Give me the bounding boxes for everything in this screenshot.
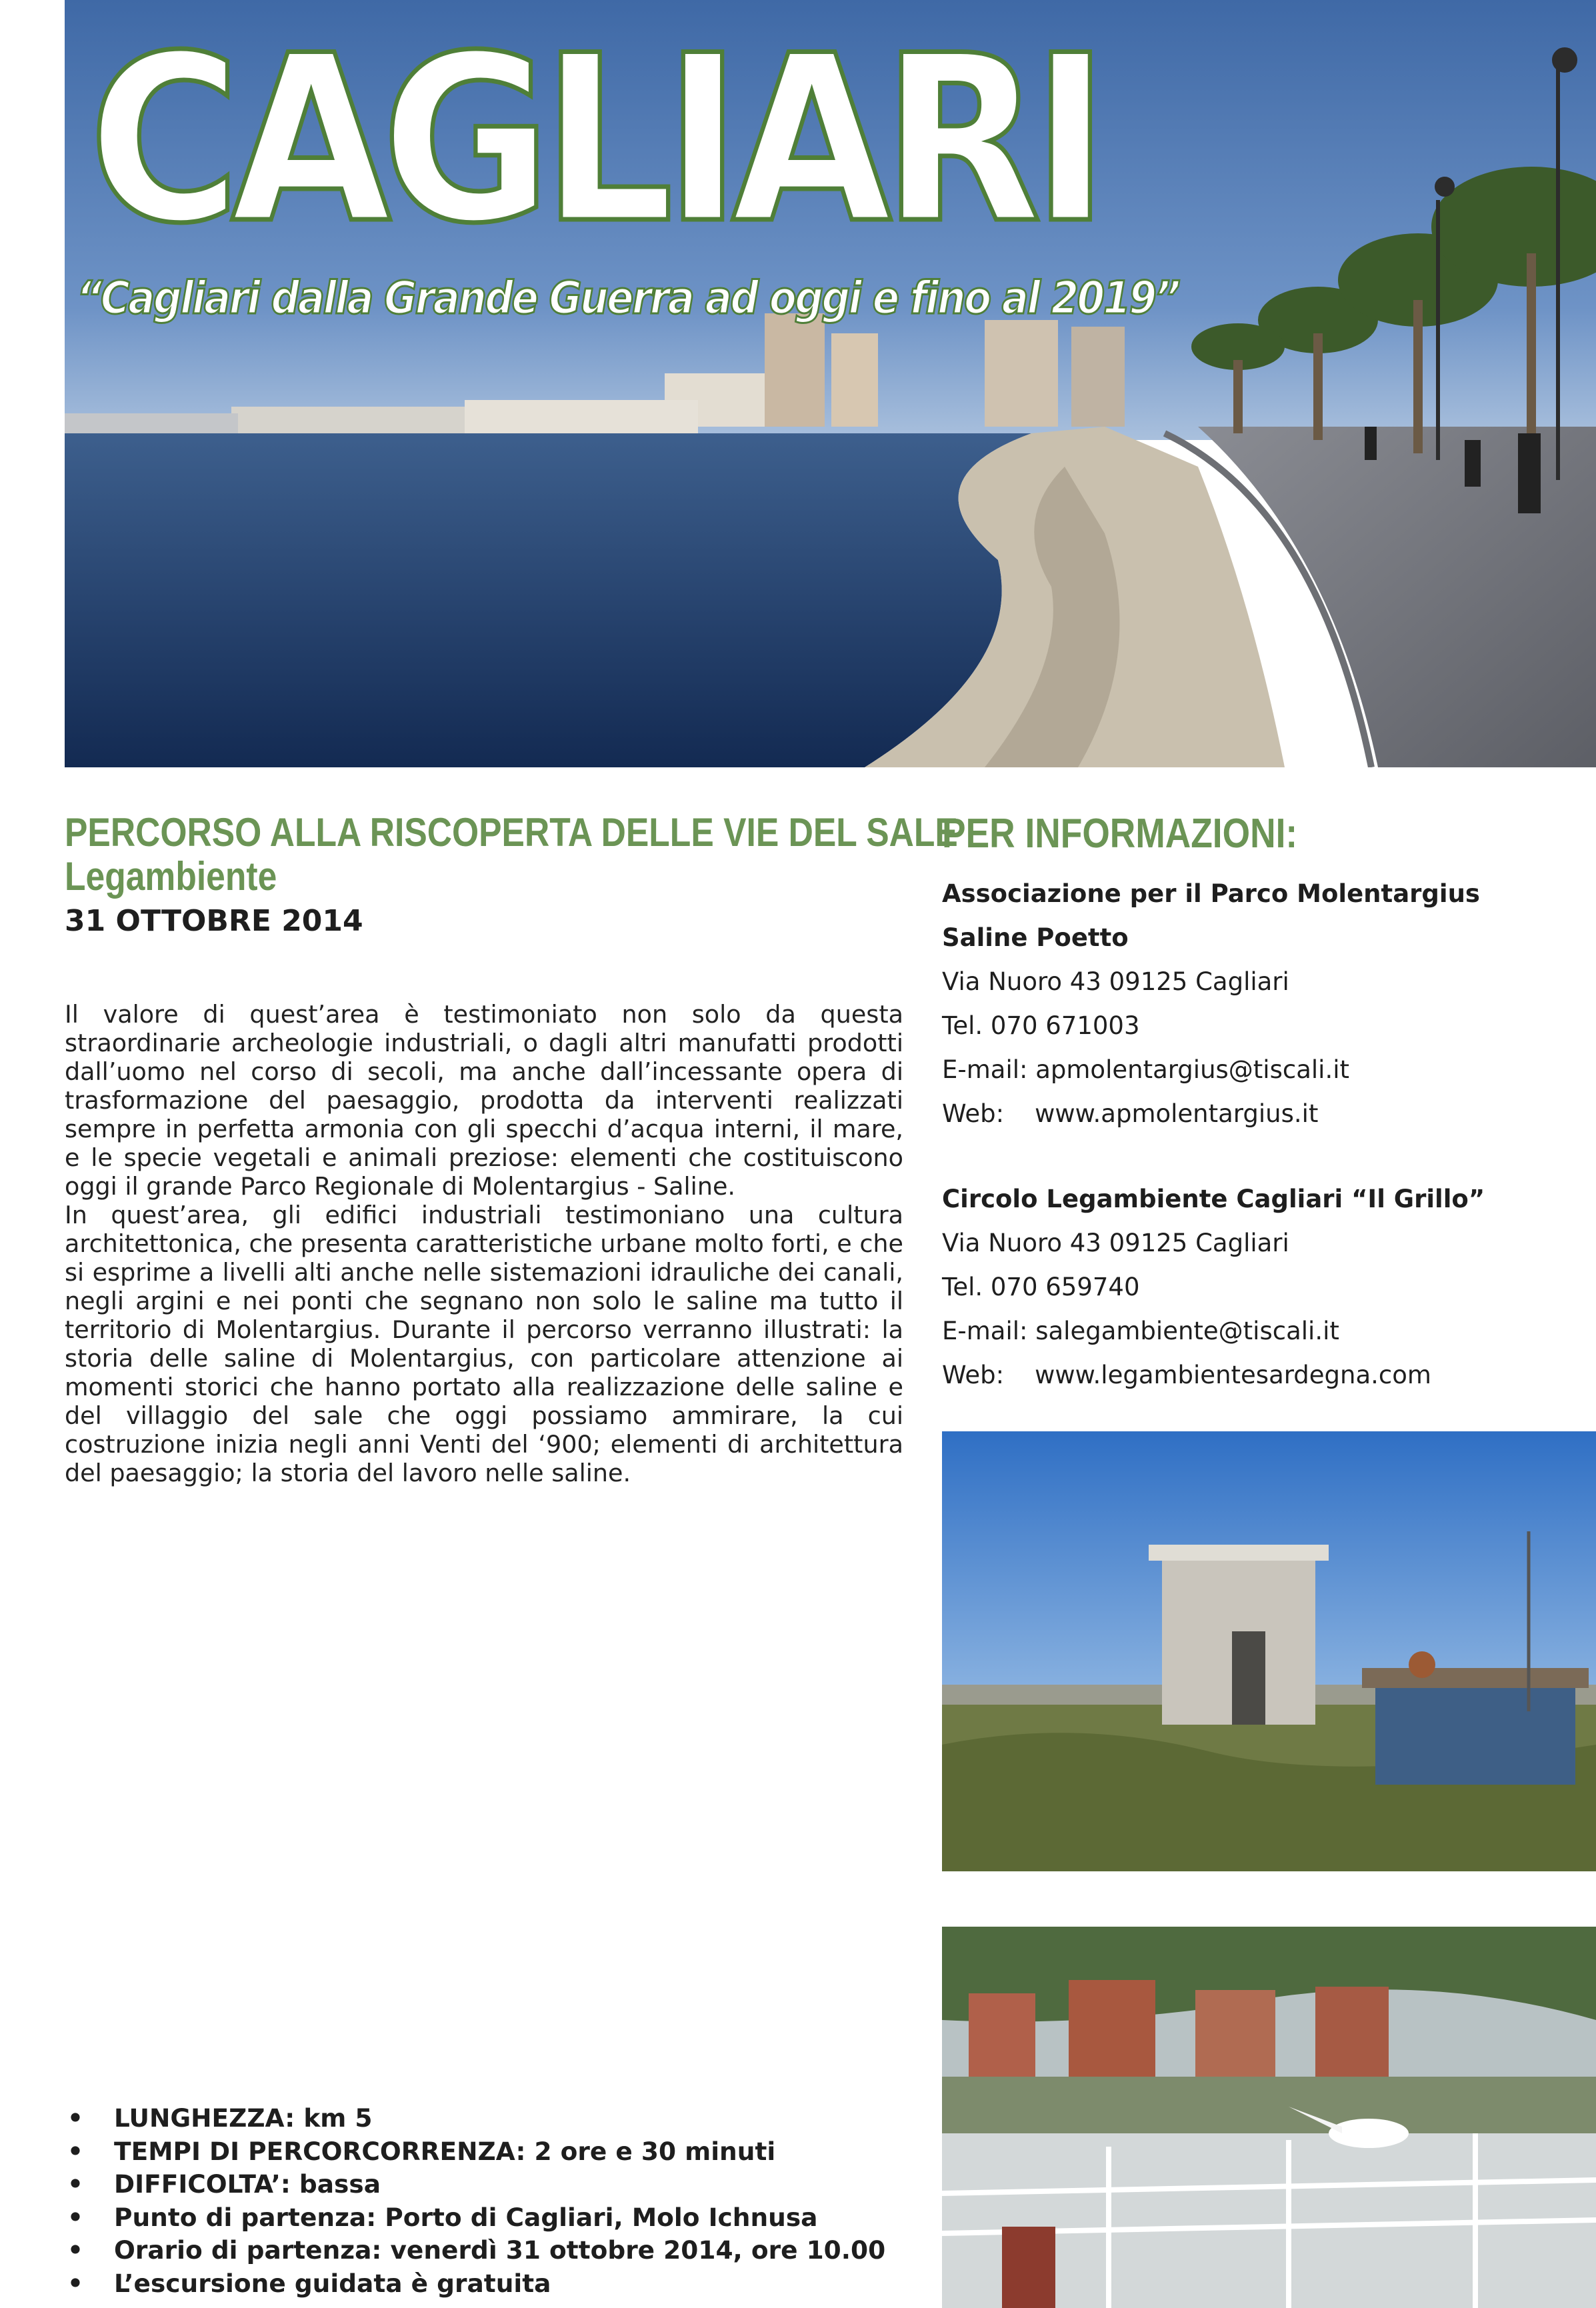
org2-name: Circolo Legambiente Cagliari “Il Grillo” [942,1185,1485,1213]
description-paragraph-2: In quest’area, gli edifici industriali testimoniano una cultura architettonica, che presenta caratteristiche urbane molto forti, e che si esprime a livelli alti anche nelle sistemazioni idrauliche dei canali, negli argini e nei ponti che segnano non solo le saline ma tutto il territorio di Molentargius. Durante il percorso verranno illustrati: la storia delle saline di Molentargius, con particolare attenzione ai momenti storici che hanno portato alla realizzazione delle saline e del villaggio del sale che oggi possiamo ammirare, la cui costruzione inizia negli anni Venti del ‘900; elementi di architettura del paesaggio; la storia del lavoro nelle saline. [65,1201,903,1487]
org2-web-link[interactable]: www.legambientesardegna.com [1035,1361,1431,1389]
detail-free-tour: L’escursione guidata è gratuita [114,2268,551,2298]
org1-web-label: Web: [942,1099,1005,1128]
event-details-list [65,2102,885,2300]
list-item [65,2267,885,2301]
list-item [65,2201,885,2235]
detail-difficulty: DIFFICOLTA’: bassa [114,2169,381,2199]
org1-email[interactable]: E-mail: apmolentargius@tiscali.it [942,1055,1349,1084]
org2-email[interactable]: E-mail: salegambiente@tiscali.it [942,1317,1339,1345]
hero-photo [65,0,1596,767]
event-header [65,810,958,938]
bullet-icon: • [67,2103,83,2133]
bullet-icon: • [67,2235,83,2265]
hero-subtitle: “Cagliari dalla Grande Guerra ad oggi e fino al 2019” [77,272,1179,325]
detail-start-time: Orario di partenza: venerdì 31 ottobre 2014, ore 10.00 [114,2235,886,2265]
bullet-icon: • [67,2202,83,2232]
saline-building-photo [942,1431,1596,1871]
detail-start-point: Punto di partenza: Porto di Cagliari, Molo Ichnusa [114,2202,818,2232]
org1-web-link[interactable]: www.apmolentargius.it [1035,1099,1319,1128]
event-description [65,1000,903,1487]
detail-duration: TEMPI DI PERCORCORRENZA: 2 ore e 30 minuti [114,2136,776,2166]
hero-title: CAGLIARI [89,7,1100,274]
event-date: 31 OTTOBRE 2014 [65,904,363,938]
saline-building-image [942,1431,1596,1871]
salt-pans-photo [942,1927,1596,2308]
bullet-icon: • [67,2136,83,2166]
event-heading [65,810,958,899]
salt-pans-image [942,1927,1596,2308]
description-paragraph-1: Il valore di quest’area è testimoniato non solo da questa straordinarie archeologie industriali, o dagli altri manufatti prodotti dall’uomo nel corso di secoli, ma anche dall’incessante opera di trasformazione del paesaggio, prodotta da interventi realizzati sempre in perfetta armonia con gli specchi d’acqua interni, il mare, e le specie vegetali e animali preziose: elementi che costituiscono oggi il grande Parco Regionale di Molentargius - Saline. [65,1000,903,1201]
bullet-icon: • [67,2268,83,2298]
list-item [65,2102,885,2135]
org2-web [942,1353,1582,1397]
list-item [65,2234,885,2267]
org1-name-line1: Associazione per il Parco Molentargius [942,879,1480,908]
org1-web [942,1092,1582,1136]
spacer [942,1136,1582,1177]
org2-web-label: Web: [942,1361,1005,1389]
org2-address: Via Nuoro 43 09125 Cagliari [942,1229,1289,1257]
event-heading-line2: Legambiente [65,854,277,899]
org1-name-line2: Saline Poetto [942,923,1129,952]
bullet-icon: • [67,2169,83,2199]
detail-length: LUNGHEZZA: km 5 [114,2103,373,2133]
event-heading-line1: PERCORSO ALLA RISCOPERTA DELLE VIE DEL SALE [65,810,958,855]
org1-phone: Tel. 070 671003 [942,1011,1140,1040]
org2-phone: Tel. 070 659740 [942,1273,1140,1301]
info-section [942,811,1582,1397]
org1-address: Via Nuoro 43 09125 Cagliari [942,967,1289,996]
list-item [65,2168,885,2201]
info-heading: PER INFORMAZIONI: [942,811,1298,857]
list-item [65,2135,885,2169]
